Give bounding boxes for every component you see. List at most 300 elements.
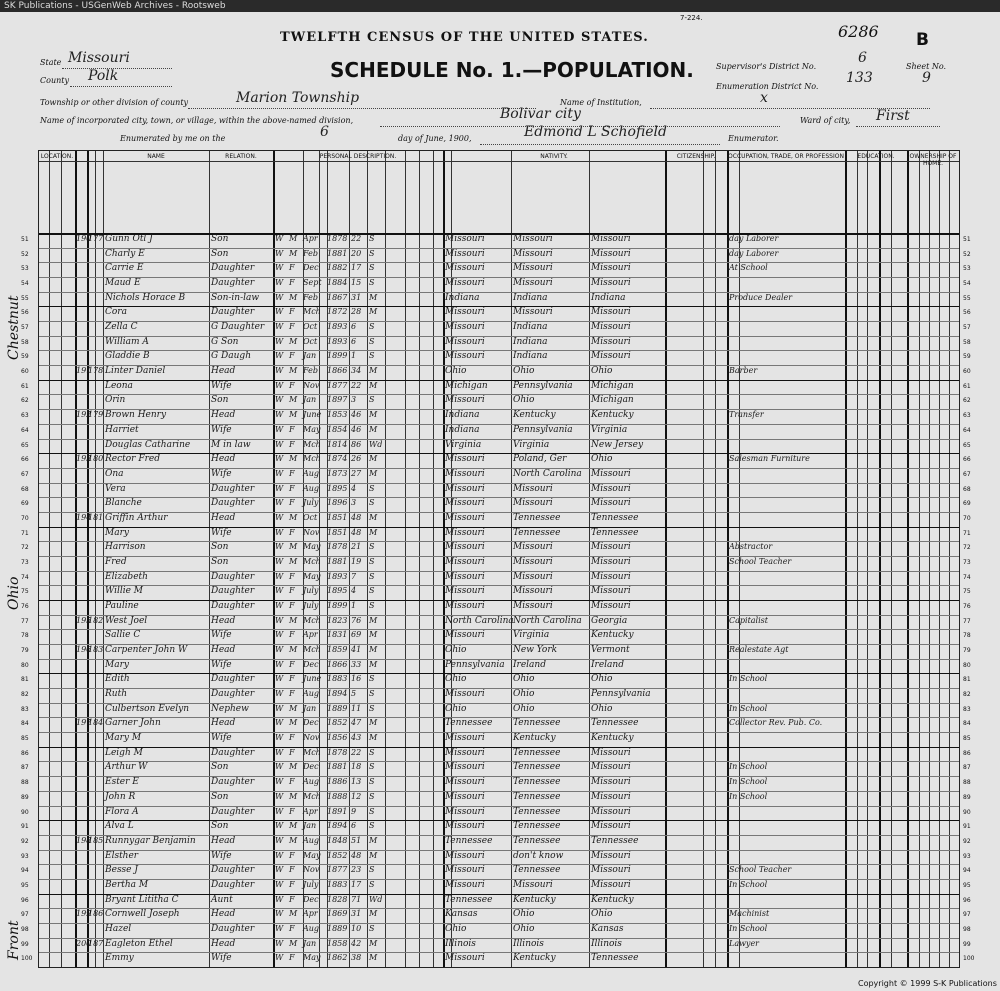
relation: Head [211,938,236,949]
sex: F [289,468,295,478]
marital-condition: S [369,483,375,493]
father-birthplace: don't know [513,850,564,861]
row-number-left: 84 [21,720,29,728]
race: W [275,601,284,610]
birth-month: Aug [303,689,320,699]
sex: F [289,498,295,508]
age: 15 [351,278,362,288]
person-name: Leona [105,380,133,391]
marital-condition: S [369,923,375,933]
person-name: Maud E [105,278,141,289]
birthplace: Missouri [445,468,485,479]
birth-year: 1881 [327,762,348,772]
race: W [275,806,284,816]
marital-condition: M [369,366,378,376]
row-rule [39,336,959,337]
row-rule [39,262,959,263]
father-birthplace: Missouri [513,498,553,509]
marital-condition: S [369,322,375,332]
birth-year: 1899 [327,601,348,610]
row-number-left: 54 [21,280,29,288]
relation: Daughter [211,747,255,758]
father-birthplace: Ohio [513,395,535,406]
birthplace: Missouri [445,527,485,538]
mother-birthplace: Pennsylvania [591,689,651,700]
relation: Daughter [211,586,255,597]
birth-year: 1893 [327,336,348,346]
race: W [275,556,284,566]
race: W [275,615,284,625]
birthplace: Missouri [445,556,485,567]
row-number-right: 60 [963,368,971,376]
row-rule [39,761,959,762]
age: 13 [351,777,362,787]
birth-year: 1851 [327,512,348,522]
city-label: Name of incorporated city, town, or village, within the above-named division, [40,116,354,125]
column-rule [891,151,892,967]
row-number-right: 65 [963,441,971,449]
birthplace: Missouri [445,689,485,700]
birth-year: 1859 [327,645,348,655]
birth-month: Dec [303,659,319,669]
column-rule [907,151,909,967]
row-rule [39,673,959,674]
marital-condition: M [369,659,378,669]
sex: F [289,380,295,390]
relation: Wife [211,733,232,744]
enumerator-value: Edmond L Schofield [524,124,668,140]
county-label: County [40,76,69,85]
row-rule [39,629,959,630]
row-number-left: 88 [21,779,29,787]
ward-line [856,126,940,127]
column-group-heading: CITIZENSHIP. [676,153,716,160]
birth-year: 1881 [327,556,348,566]
dwelling-number: 192 [76,410,92,420]
row-rule [39,483,959,484]
birth-month: May [303,953,321,963]
birth-year: 1884 [327,278,348,288]
marital-condition: M [369,733,378,743]
race: W [275,468,284,478]
row-rule [39,600,959,601]
birth-year: 1873 [327,468,348,478]
township-value: Marion Township [236,90,360,106]
relation: Wife [211,953,232,964]
father-birthplace: Poland, Ger [513,454,567,465]
mother-birthplace: Missouri [591,850,631,861]
age: 1 [351,351,357,361]
row-number-left: 94 [21,867,29,875]
race: W [275,835,284,845]
mother-birthplace: Missouri [591,806,631,817]
birth-month: Dec [303,263,319,273]
race: W [275,292,284,302]
marital-condition: S [369,278,375,288]
birthplace: Missouri [445,248,485,259]
occupation: Realestate Agt [729,645,789,655]
occupation: Salesman Furniture [729,454,810,464]
birth-month: Apr [303,806,318,816]
race: W [275,689,284,699]
row-number-right: 67 [963,470,971,478]
person-name: Sallie C [105,630,141,641]
row-rule [39,850,959,851]
birthplace: Missouri [445,234,485,244]
row-number-right: 78 [963,632,971,640]
sex: M [289,938,298,948]
birth-month: Feb [303,366,318,376]
race: W [275,527,284,537]
relation: Daughter [211,865,255,876]
row-rule [39,306,959,307]
relation: Son [211,821,229,832]
relation: Daughter [211,777,255,788]
father-birthplace: Ohio [513,703,535,714]
birth-month: Nov [303,733,320,743]
family-number: 179 [88,410,104,420]
row-rule [39,556,959,557]
birth-year: 1858 [327,938,348,948]
row-number-left: 62 [21,397,29,405]
birth-year: 1881 [327,248,348,258]
age: 17 [351,263,362,273]
person-name: Arthur W [105,762,148,773]
row-number-left: 70 [21,514,29,522]
relation: Son [211,234,229,244]
row-rule [39,277,959,278]
sex: M [289,366,298,376]
row-rule [39,747,959,748]
row-number-right: 89 [963,793,971,801]
mother-birthplace: Ohio [591,454,613,465]
race: W [275,307,284,317]
dwelling-number: 199 [76,909,92,919]
marital-condition: M [369,909,378,919]
person-name: William A [105,336,149,347]
street-side-note: Chestnut [6,295,22,360]
birth-month: Aug [303,923,320,933]
father-birthplace: Ireland [513,659,546,670]
father-birthplace: Virginia [513,630,550,641]
sex: F [289,601,295,610]
birth-month: Apr [303,630,318,640]
mother-birthplace: Missouri [591,556,631,567]
birth-year: 1886 [327,777,348,787]
sex: F [289,571,295,581]
mother-birthplace: Missouri [591,483,631,494]
birthplace: Ohio [445,645,467,656]
row-number-right: 98 [963,925,971,933]
person-name: Eagleton Ethel [105,938,173,949]
row-number-left: 95 [21,881,29,889]
row-number-right: 87 [963,764,971,772]
person-name: Culbertson Evelyn [105,703,190,714]
enumerator-line [480,144,720,145]
relation: Daughter [211,278,255,289]
marital-condition: S [369,762,375,772]
sex: F [289,527,295,537]
row-rule [39,938,959,939]
marital-condition: S [369,542,375,552]
person-name: Bryant Lititha C [105,894,179,905]
birthplace: Missouri [445,307,485,318]
sex: M [289,791,298,801]
birth-month: Feb [303,248,318,258]
father-birthplace: Tennessee [513,527,561,538]
birth-month: Nov [303,380,320,390]
relation: Head [211,909,236,920]
sex: M [289,909,298,919]
dwelling-number: 194 [76,512,92,522]
sex: M [289,234,298,243]
mother-birthplace: Missouri [591,322,631,333]
column-rule [867,151,868,967]
relation: Son [211,762,229,773]
race: W [275,659,284,669]
sex: M [289,703,298,713]
birthplace: Tennessee [445,718,493,729]
mother-birthplace: Kentucky [591,733,634,744]
birth-month: Mch [303,439,321,449]
dwelling-number: 190 [76,234,92,243]
marital-condition: S [369,865,375,875]
father-birthplace: Pennsylvania [513,424,573,435]
birthplace: Illinois [445,938,476,949]
birthplace: Missouri [445,322,485,333]
row-number-left: 74 [21,573,29,581]
race: W [275,336,284,346]
birth-year: 1872 [327,307,348,317]
row-number-right: 71 [963,529,971,537]
birth-year: 1899 [327,351,348,361]
age: 31 [351,292,362,302]
father-birthplace: Ohio [513,674,535,685]
marital-condition: M [369,835,378,845]
row-rule [39,571,959,572]
race: W [275,923,284,933]
row-number-left: 68 [21,485,29,493]
enumerated-label: Enumerated by me on the [120,134,226,143]
marital-condition: S [369,263,375,273]
birth-year: 1894 [327,689,348,699]
marital-condition: M [369,468,378,478]
occupation: At School [729,263,768,273]
birthplace: Missouri [445,586,485,597]
relation: Son [211,542,229,553]
birth-month: Feb [303,292,318,302]
occupation: Capitalist [729,615,768,625]
birthplace: Missouri [445,630,485,641]
relation: Daughter [211,483,255,494]
age: 19 [351,556,362,566]
mother-birthplace: Missouri [591,336,631,347]
race: W [275,645,284,655]
age: 41 [351,645,362,655]
row-rule [39,732,959,733]
race: W [275,263,284,273]
age: 16 [351,674,362,684]
state-value: Missouri [68,50,130,66]
sex: F [289,322,295,332]
mother-birthplace: Kentucky [591,630,634,641]
mother-birthplace: Missouri [591,468,631,479]
birth-year: 1866 [327,366,348,376]
row-rule [39,879,959,880]
birth-year: 1878 [327,234,348,243]
age: 22 [351,747,362,757]
row-number-left: 77 [21,617,29,625]
age: 1 [351,601,357,610]
row-rule [39,864,959,865]
occupation: In School [729,777,768,787]
race: W [275,879,284,889]
header-rule [39,233,959,235]
relation: G Daughter [211,322,265,333]
city-value: Bolivar city [500,106,581,122]
person-name: Mary [105,659,129,670]
occupation: School Teacher [729,865,792,875]
father-birthplace: Missouri [513,307,553,318]
birth-month: Jan [303,938,317,948]
birthplace: Missouri [445,454,485,465]
father-birthplace: Tennessee [513,865,561,876]
mother-birthplace: Kentucky [591,410,634,421]
row-rule [39,791,959,792]
row-rule [39,394,959,395]
relation: G Son [211,336,239,347]
birth-year: 1882 [327,263,348,273]
row-number-left: 79 [21,647,29,655]
column-rule [433,151,434,967]
column-rule [857,151,858,967]
birth-month: Apr [303,909,318,919]
age: 22 [351,380,362,390]
row-rule [39,820,959,821]
age: 71 [351,894,362,904]
row-number-left: 78 [21,632,29,640]
mother-birthplace: Vermont [591,645,630,656]
birthplace: Missouri [445,879,485,890]
row-number-right: 97 [963,911,971,919]
sex: F [289,351,295,361]
occupation: Transfer [729,410,764,420]
father-birthplace: Tennessee [513,747,561,758]
age: 7 [351,571,357,581]
father-birthplace: Tennessee [513,806,561,817]
age: 26 [351,454,362,464]
ward-label: Ward of city, [800,116,851,125]
person-name: Griffin Arthur [105,512,168,523]
row-number-right: 86 [963,749,971,757]
row-rule [39,527,959,528]
dwelling-number: 197 [76,718,92,728]
father-birthplace: Missouri [513,879,553,890]
sex: M [289,542,298,552]
sex: F [289,850,295,860]
birthplace: Missouri [445,821,485,832]
race: W [275,909,284,919]
birth-year: 1874 [327,454,348,464]
birth-month: Sept [303,278,322,288]
row-number-left: 51 [21,236,29,243]
row-number-left: 75 [21,588,29,596]
birth-month: May [303,850,321,860]
race: W [275,454,284,464]
sex: F [289,865,295,875]
marital-condition: M [369,410,378,420]
race: W [275,718,284,728]
birthplace: Michigan [445,380,488,391]
mother-birthplace: Indiana [591,292,626,303]
race: W [275,703,284,713]
column-group-heading: NAME [147,153,165,160]
marital-condition: S [369,777,375,787]
age: 4 [351,483,357,493]
birth-year: 1883 [327,674,348,684]
person-name: Runnygar Benjamin [105,835,196,846]
row-number-right: 70 [963,514,971,522]
mother-birthplace: Ohio [591,366,613,377]
person-name: Willie M [105,586,144,597]
row-number-right: 68 [963,485,971,493]
census-title: TWELFTH CENSUS OF THE UNITED STATES. [280,30,649,45]
sex: F [289,439,295,449]
column-rule [511,151,512,967]
father-birthplace: Indiana [513,351,548,362]
column-rule [919,151,920,967]
mother-birthplace: Tennessee [591,718,639,729]
copyright: Copyright © 1999 S-K Publications [858,979,997,988]
row-number-left: 72 [21,544,29,552]
family-number: 187 [88,938,104,948]
sex: M [289,718,298,728]
age: 27 [351,468,362,478]
mother-birthplace: Michigan [591,395,634,406]
relation: Daughter [211,879,255,890]
race: W [275,498,284,508]
marital-condition: S [369,571,375,581]
census-table [21,150,975,968]
mother-birthplace: Ohio [591,909,613,920]
row-number-right: 56 [963,309,971,317]
person-name: Douglas Catharine [105,439,191,450]
sex: M [289,410,298,420]
age: 3 [351,498,357,508]
mother-birthplace: Missouri [591,234,631,244]
sex: F [289,923,295,933]
marital-condition: M [369,630,378,640]
person-name: Fred [105,556,127,567]
birth-year: 1828 [327,894,348,904]
row-rule [39,541,959,542]
race: W [275,248,284,258]
mother-birthplace: Missouri [591,747,631,758]
person-name: Alva L [105,821,134,832]
birth-year: 1878 [327,747,348,757]
mother-birthplace: Missouri [591,601,631,611]
dwelling-number: 198 [76,835,92,845]
column-group-heading: PERSONAL DESCRIPTION. [319,153,397,160]
birth-month: Aug [303,835,320,845]
marital-condition: S [369,556,375,566]
relation: Daughter [211,674,255,685]
birth-year: 1848 [327,835,348,845]
enumeration-label: Enumeration District No. [716,82,819,91]
race: W [275,322,284,332]
age: 23 [351,865,362,875]
row-number-left: 81 [21,676,29,684]
